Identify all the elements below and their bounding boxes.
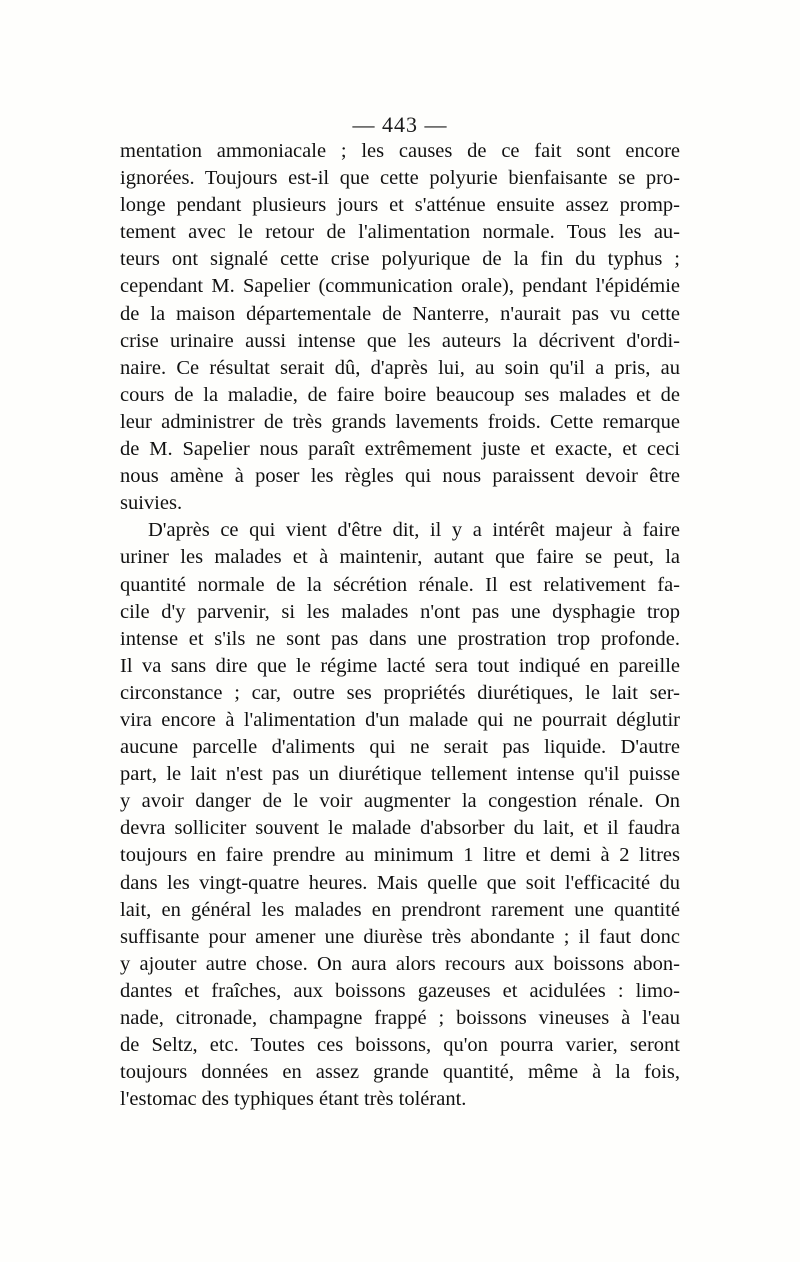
text-line: suivies. (120, 492, 183, 515)
text-line: cours de la maladie, de faire boire beaucoup ses malades et de (120, 383, 680, 406)
text-line: de la maison départementale de Nanterre, n'aurait pas vu cette (120, 302, 680, 325)
text-line: nade, citronade, champagne frappé ; boissons vineuses à l'eau (120, 1007, 680, 1029)
paragraph (120, 138, 680, 517)
text-line: D'après ce qui vient d'être dit, il y a intérêt majeur à faire (148, 519, 680, 542)
text-line: teurs ont signalé cette crise polyurique de la fin du typhus ; (120, 248, 680, 271)
text-line: naire. Ce résultat serait dû, d'après lui, au soin qu'il a pris, au (120, 356, 680, 379)
text-line: y ajouter autre chose. On aura alors recours aux boissons abon- (120, 952, 680, 975)
text-line: devra solliciter souvent le malade d'absorber du lait, et il faudra (120, 817, 680, 840)
text-line: dantes et fraîches, aux boissons gazeuses et acidulées : limo- (120, 979, 680, 1002)
text-line: dans les vingt-quatre heures. Mais quelle que soit l'efficacité du (120, 871, 680, 894)
text-line: leur administrer de très grands lavements froids. Cette remarque (120, 410, 680, 433)
text-line: de Seltz, etc. Toutes ces boissons, qu'on pourra varier, seront (120, 1034, 680, 1057)
text-line: cependant M. Sapelier (communication orale), pendant l'épidémie (120, 275, 680, 298)
text-line: ignorées. Toujours est-il que cette polyurie bienfaisante se pro- (120, 167, 680, 190)
text-line: toujours données en assez grande quantité, même à la fois, (120, 1061, 680, 1084)
text-line: Il va sans dire que le régime lacté sera tout indiqué en pareille (120, 654, 680, 677)
text-line: intense et s'ils ne sont pas dans une prostration trop profonde. (120, 627, 680, 650)
text-line: nous amène à poser les règles qui nous paraissent devoir être (120, 465, 680, 488)
text-line: lait, en général les malades en prendront rarement une quantité (120, 898, 680, 921)
text-line: circonstance ; car, outre ses propriétés diurétiques, le lait ser- (120, 681, 680, 704)
body-text (120, 138, 680, 1113)
text-line: suffisante pour amener une diurèse très abondante ; il faut donc (120, 925, 680, 948)
text-line: de M. Sapelier nous paraît extrêmement juste et exacte, et ceci (120, 438, 680, 461)
text-line: vira encore à l'alimentation d'un malade qui ne pourrait déglutir (120, 708, 680, 731)
page-number: — 443 — (352, 112, 448, 137)
text-line: mentation ammoniacale ; les causes de ce fait sont encore (120, 140, 680, 162)
text-line: aucune parcelle d'aliments qui ne serait pas liquide. D'autre (120, 736, 680, 759)
text-line: crise urinaire aussi intense que les auteurs la décrivent d'ordi- (120, 329, 680, 352)
text-line: uriner les malades et à maintenir, autant que faire se peut, la (120, 546, 680, 569)
text-line: tement avec le retour de l'alimentation normale. Tous les au- (120, 221, 680, 244)
text-line: longe pendant plusieurs jours et s'atténue ensuite assez promp- (120, 194, 680, 217)
text-line: part, le lait n'est pas un diurétique tellement intense qu'il puisse (120, 763, 680, 786)
text-line: toujours en faire prendre au minimum 1 litre et demi à 2 litres (120, 844, 680, 867)
text-line: quantité normale de la sécrétion rénale. Il est relativement fa- (120, 573, 680, 596)
text-line: cile d'y parvenir, si les malades n'ont pas une dysphagie trop (120, 600, 680, 623)
paragraph (120, 517, 680, 1113)
text-line: l'estomac des typhiques étant très tolérant. (120, 1088, 467, 1111)
text-line: y avoir danger de le voir augmenter la congestion rénale. On (120, 790, 680, 813)
